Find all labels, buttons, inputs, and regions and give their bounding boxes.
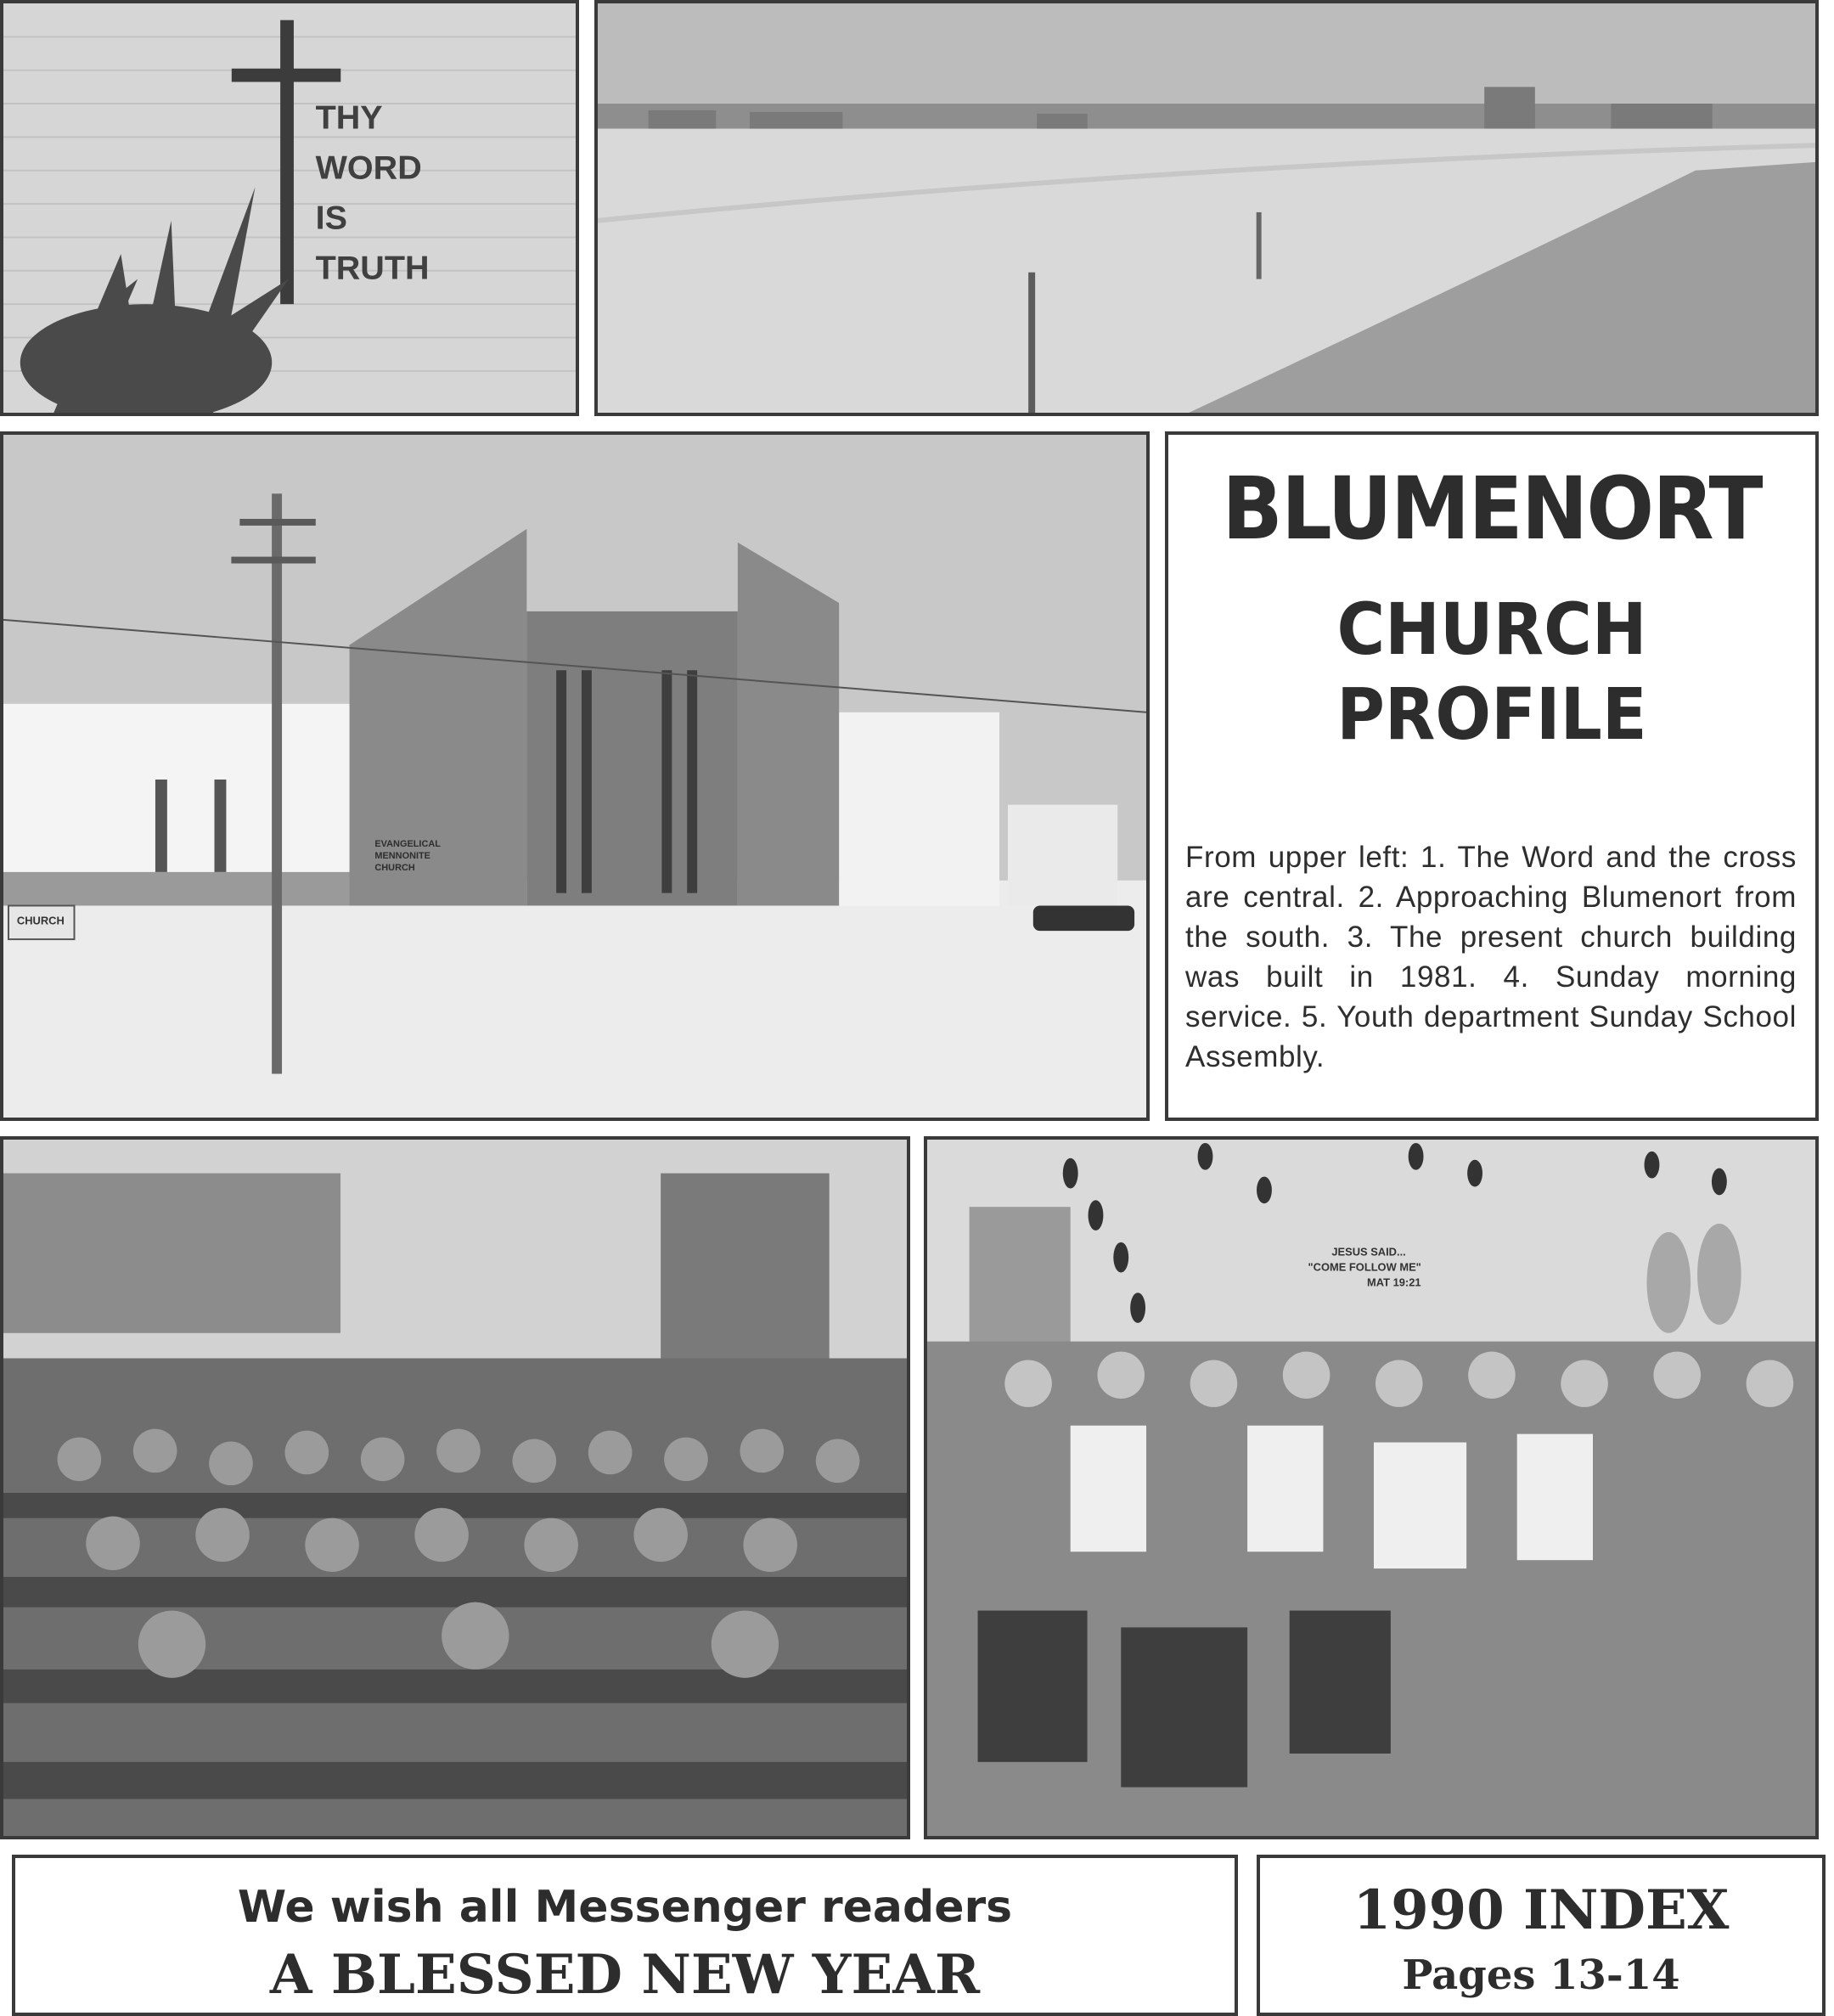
- photo-road-approach: [594, 0, 1819, 416]
- greeting-line-1: We wish all Messenger readers: [237, 1882, 1013, 1933]
- photo-sunday-service: [0, 1136, 910, 1839]
- profile-title-box: [1165, 431, 1819, 1121]
- side-sign: CHURCH: [16, 914, 65, 927]
- profile-title: BLUMENORT: [1222, 459, 1762, 560]
- index-pages: Pages 13-14: [1402, 1951, 1680, 1999]
- photo-caption: From upper left: 1. The Word and the cross are central. 2. Approaching Blumenort from the south. 3. The present church building was built in 1981. 4. Sunday morning service. 5. Youth department Sunday School Assembly.: [1185, 841, 1797, 1073]
- index-title: 1990 INDEX: [1353, 1878, 1730, 1942]
- photo-church-building: [0, 431, 1150, 1121]
- sign-word-3: IS: [315, 199, 347, 237]
- youth-wall-text-1: JESUS SAID...: [1331, 1245, 1406, 1259]
- church-sign-line-2: MENNONITE: [374, 851, 430, 862]
- sign-word-4: TRUTH: [315, 249, 430, 287]
- profile-subtitle-profile: PROFILE: [1336, 673, 1647, 756]
- church-sign-line-3: CHURCH: [374, 862, 415, 873]
- photo-cross-wall: [0, 0, 579, 416]
- youth-wall-text-2: "COME FOLLOW ME": [1308, 1260, 1421, 1274]
- index-box: [1257, 1855, 1826, 2016]
- church-sign-line-1: EVANGELICAL: [374, 839, 441, 850]
- profile-subtitle-church: CHURCH: [1336, 588, 1647, 671]
- greeting-line-2: A BLESSED NEW YEAR: [269, 1943, 981, 2007]
- new-year-greeting-box: [12, 1855, 1238, 2016]
- youth-wall-text-3: MAT 19:21: [1367, 1275, 1421, 1289]
- sign-word-1: THY: [315, 99, 383, 137]
- photo-youth-assembly: [924, 1136, 1819, 1839]
- sign-word-2: WORD: [315, 149, 422, 187]
